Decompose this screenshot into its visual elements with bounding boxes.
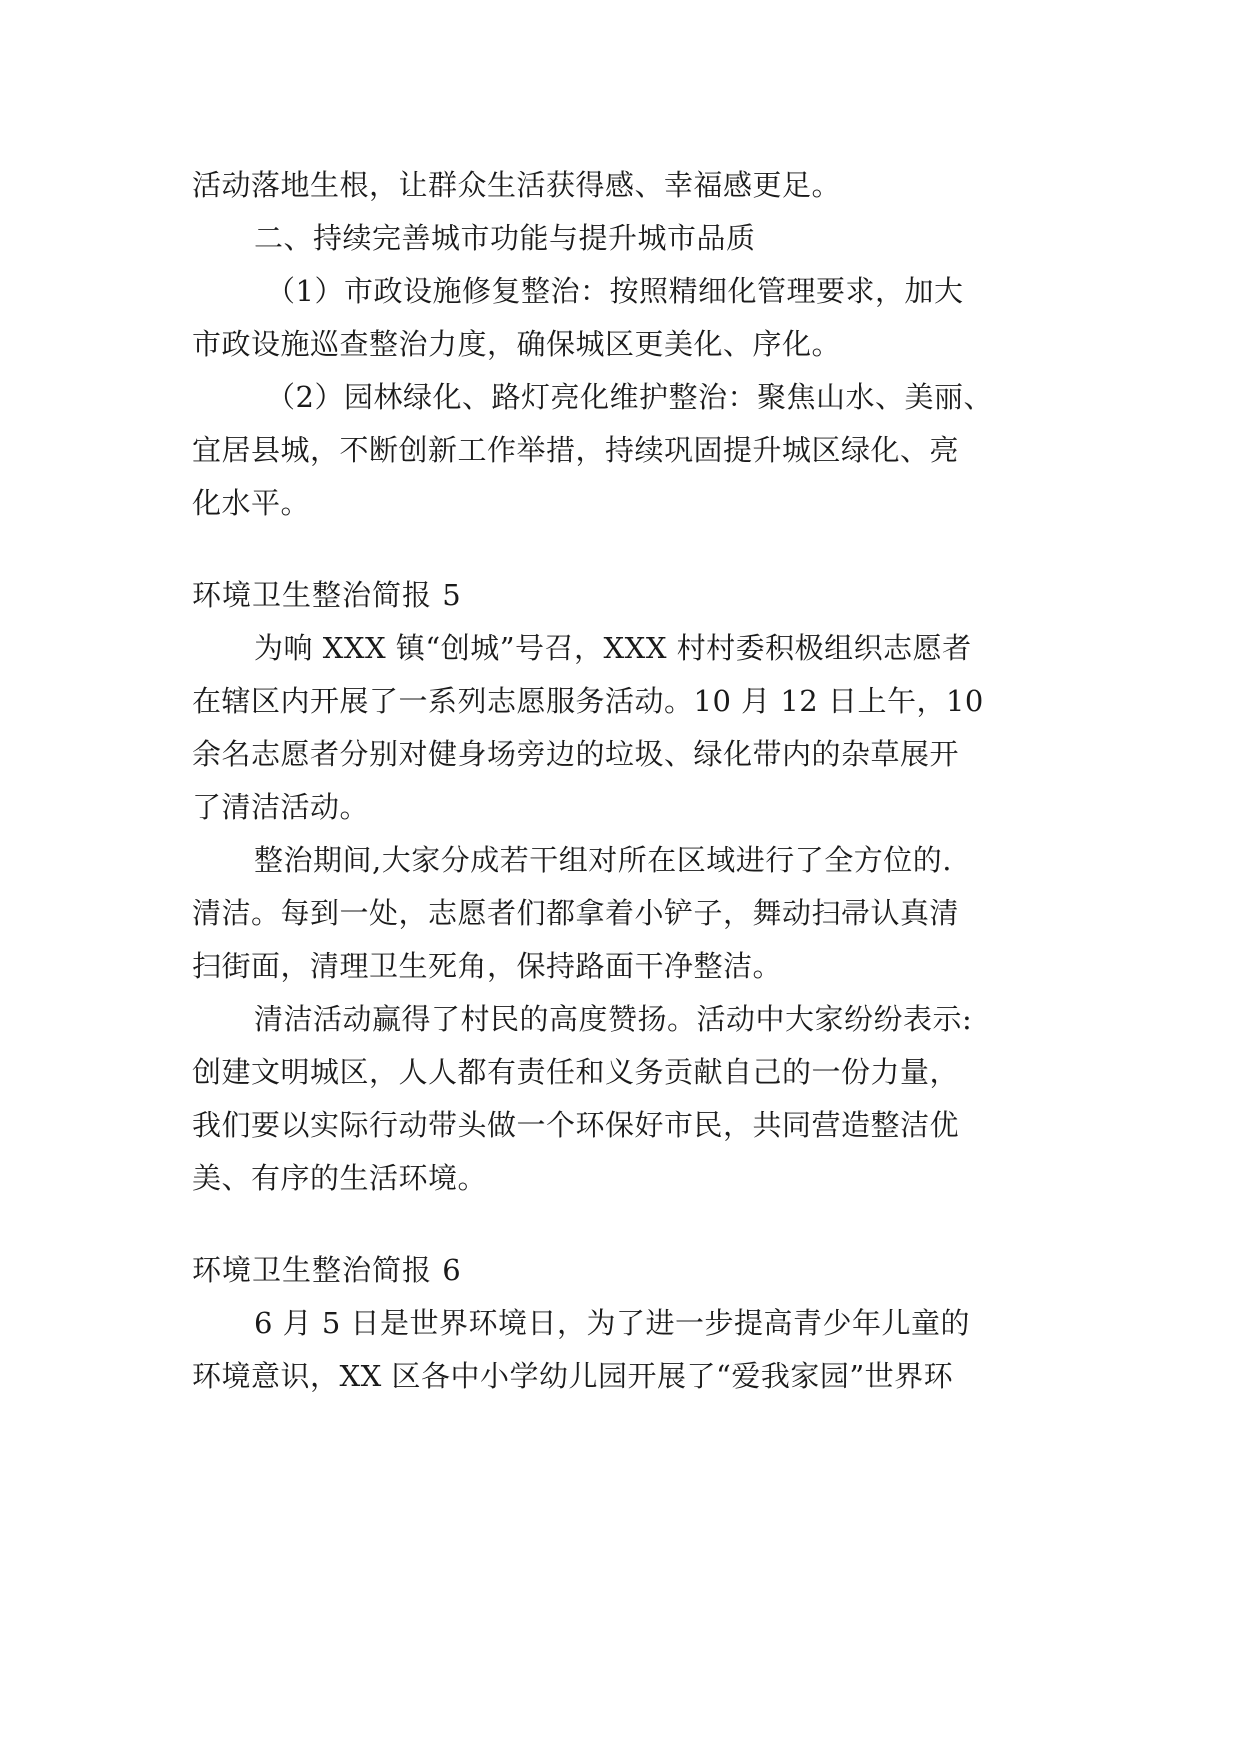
- paragraph-line: 我们要以实际行动带头做一个环保好市民，共同营造整洁优: [192, 1108, 960, 1142]
- paragraph-line: 环境意识，XX 区各中小学幼儿园开展了“爱我家园”世界环: [192, 1359, 954, 1393]
- paragraph-line: 市政设施巡查整治力度，确保城区更美化、序化。: [192, 327, 842, 361]
- paragraph-line: 6 月 5 日是世界环境日，为了进一步提高青少年儿童的: [254, 1306, 971, 1340]
- paragraph-line: 扫街面，清理卫生死角，保持路面干净整洁。: [192, 949, 783, 983]
- paragraph-line: （1）市政设施修复整治：按照精细化管理要求，加大: [266, 274, 964, 308]
- paragraph-line: 宜居县城，不断创新工作举措，持续巩固提升城区绿化、亮: [192, 433, 960, 467]
- paragraph-line: 美、有序的生活环境。: [192, 1161, 488, 1195]
- paragraph-line: 化水平。: [192, 486, 311, 520]
- paragraph-line: 整治期间,大家分成若干组对所在区域进行了全方位的.: [254, 843, 952, 877]
- paragraph-line: 活动落地生根，让群众生活获得感、幸福感更足。: [192, 168, 842, 202]
- paragraph-line: 清洁。每到一处，志愿者们都拿着小铲子，舞动扫帚认真清: [192, 896, 960, 930]
- paragraph-line: 余名志愿者分别对健身场旁边的垃圾、绿化带内的杂草展开: [192, 737, 960, 771]
- section-heading: 二、持续完善城市功能与提升城市品质: [254, 221, 756, 255]
- paragraph-line: 清洁活动赢得了村民的高度赞扬。活动中大家纷纷表示:: [254, 1002, 973, 1036]
- report-heading-5: 环境卫生整治简报 5: [192, 578, 462, 612]
- paragraph-line: 创建文明城区，人人都有责任和义务贡献自己的一份力量，: [192, 1055, 960, 1089]
- report-heading-6: 环境卫生整治简报 6: [192, 1253, 462, 1287]
- paragraph-line: 了清洁活动。: [192, 790, 370, 824]
- paragraph-line: （2）园林绿化、路灯亮化维护整治：聚焦山水、美丽、: [266, 380, 993, 414]
- paragraph-line: 在辖区内开展了一系列志愿服务活动。10 月 12 日上午，10: [192, 684, 984, 718]
- paragraph-line: 为响 XXX 镇“创城”号召，XXX 村村委积极组织志愿者: [254, 631, 972, 665]
